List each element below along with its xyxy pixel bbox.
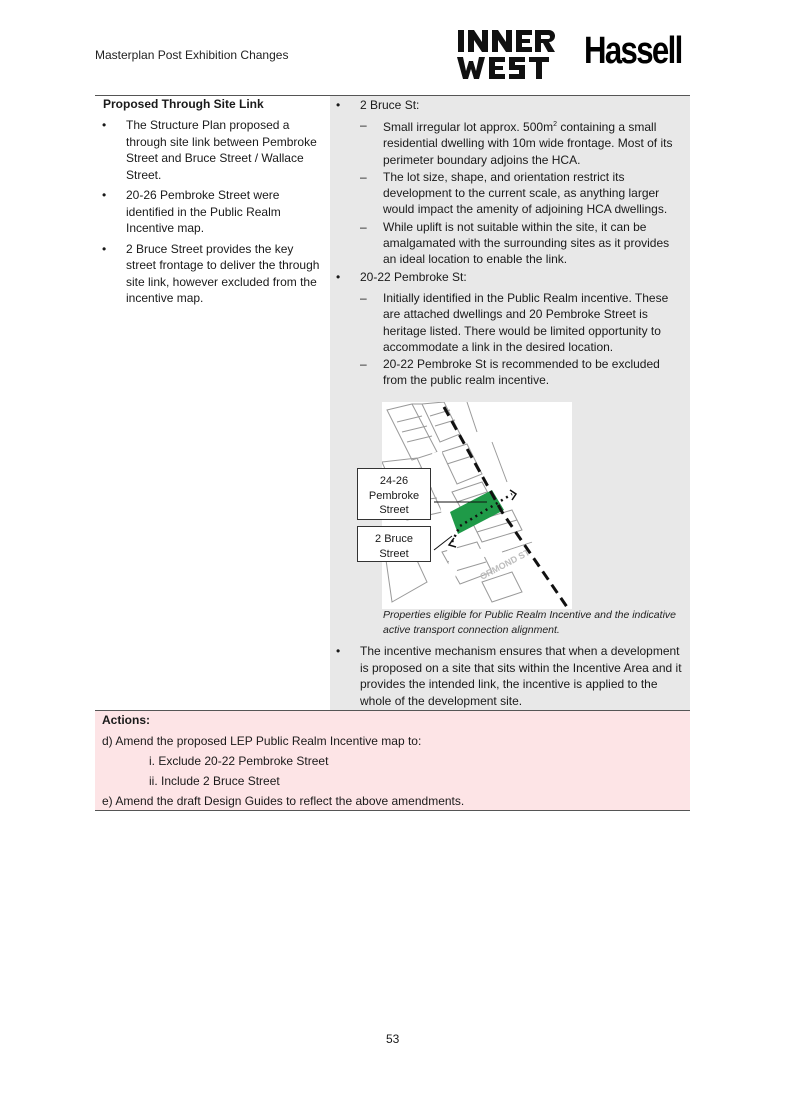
action-d-i: i. Exclude 20-22 Pembroke Street: [149, 754, 329, 768]
list-item: – While uplift is not suitable within the site, it can be amalgamated with the surrounding sites as it provides an ideal location to enable the link.: [360, 219, 685, 268]
list-item: – Small irregular lot approx. $500m^2$ containing a small residential dwelling with 10m wide frontage. Most of its perimeter boundary adjoins the HCA.: [360, 117, 685, 168]
section-heading: Proposed Through Site Link: [103, 97, 264, 111]
action-d: d) Amend the proposed LEP Public Realm Incentive map to:: [102, 734, 422, 748]
pembroke-st-details: [360, 290, 685, 390]
page-number: 53: [386, 1032, 400, 1046]
left-bullet-list: [100, 117, 325, 311]
link-arrow-icon: [510, 490, 516, 500]
list-item: • 2 Bruce Street provides the key street frontage to deliver the through site link, however excluded from the incentive map.: [100, 241, 325, 307]
action-d-ii: ii. Include 2 Bruce Street: [149, 774, 280, 788]
map-caption: Properties eligible for Public Realm Incentive and the indicative active transport connection alignment.: [383, 609, 676, 636]
inner-west-logo: [455, 28, 559, 82]
ormond-st-label: ORMOND ST: [478, 547, 532, 582]
list-item: – Initially identified in the Public Realm incentive. These are attached dwellings and 20 Pembroke Street is heritage listed. There would be limited opportunity to accommodate a link in the desired location.: [360, 290, 685, 355]
actions-panel: [95, 710, 690, 811]
document-title: Masterplan Post Exhibition Changes: [95, 48, 289, 62]
callout-pembroke: 24-26 Pembroke Street: [357, 468, 431, 520]
list-item: • 20-26 Pembroke Street were identified in the Public Realm Incentive map.: [100, 187, 325, 237]
action-e: e) Amend the draft Design Guides to reflect the above amendments.: [102, 794, 465, 808]
actions-heading: Actions:: [102, 713, 150, 727]
callout-bruce: 2 Bruce Street: [357, 526, 431, 562]
list-item: – 20-22 Pembroke St is recommended to be excluded from the public realm incentive.: [360, 356, 685, 389]
incentive-area: [450, 490, 504, 534]
list-item: – The lot size, shape, and orientation restrict its development to the current scale, as anything larger would impact the amenity of adjoining HCA dwellings.: [360, 169, 685, 218]
list-item: • The Structure Plan proposed a through site link between Pembroke Street and Bruce Street / Wallace Street.: [100, 117, 325, 183]
bruce-st-details: [360, 117, 685, 269]
hassell-logo: Hassell: [584, 30, 682, 72]
